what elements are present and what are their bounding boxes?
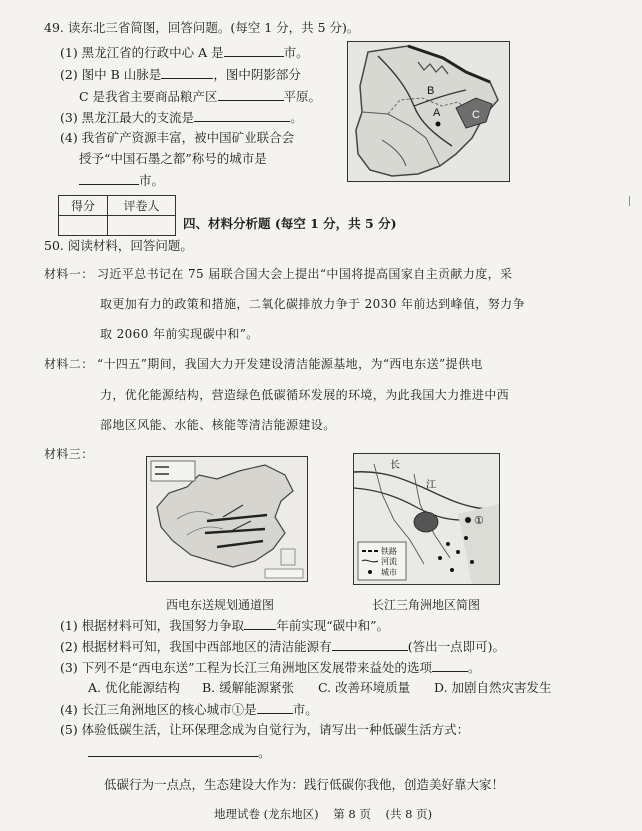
q49-item1: (1) 黑龙江省的行政中心 A 是 市。 — [60, 45, 309, 60]
q50-sub2-blank[interactable] — [332, 638, 408, 651]
q50-sub3-option-d: D. 加剧自然灾害发生 — [434, 680, 552, 695]
page-edge-mark — [629, 196, 636, 206]
page-footer: 地理试卷 (龙东地区) 第 8 页 (共 8 页) — [214, 807, 433, 821]
q50-sub4-blank[interactable] — [257, 701, 293, 714]
q49-item3-blank[interactable] — [194, 109, 290, 122]
q50-sub3: (3) 下列不是“西电东送”工程为长江三角洲地区发展带来益处的选项 。 — [60, 660, 481, 675]
q49-item2-blank-mountain[interactable] — [161, 66, 213, 79]
northeast-china-map — [347, 41, 510, 182]
q49-item4-blank[interactable] — [79, 172, 139, 185]
material2-line1: “十四五”期间，我国大力开发建设清洁能源基地，为“西电东送”提供电 — [97, 357, 483, 371]
material2-line2: 力，优化能源结构，营造绿色低碳循环发展的环境，为此我国大力推进中西 — [100, 388, 510, 402]
map-label-b: B — [427, 85, 435, 97]
material1-line1: 习近平总书记在 75 届联合国大会上提出“中国将提高国家自主贡献力度，采 — [97, 267, 513, 281]
map1-caption: 西电东送规划通道图 — [166, 598, 275, 612]
material1-label: 材料一： — [44, 267, 94, 281]
material2-label: 材料二： — [44, 357, 94, 371]
west-east-power-map — [146, 456, 308, 582]
china-map-drawing — [147, 457, 307, 581]
q49-item2-blank-plain[interactable] — [218, 88, 284, 101]
score-cell[interactable] — [59, 216, 108, 236]
q49-item3: (3) 黑龙江最大的支流是 。 — [60, 110, 303, 125]
legend-rail: 铁路 — [381, 547, 397, 556]
material1-line2: 取更加有力的政策和措施，二氧化碳排放力争于 2030 年前达到峰值，努力争 — [100, 297, 525, 311]
q50-sub2: (2) 根据材料可知，我国中西部地区的清洁能源有 (答出一点即可)。 — [60, 639, 505, 654]
yangtze-delta-map — [353, 453, 500, 585]
northeast-map-drawing — [348, 42, 509, 181]
map2-caption: 长江三角洲地区简图 — [372, 598, 481, 612]
grader-cell[interactable] — [108, 216, 176, 236]
q50-sub5: (5) 体验低碳生活，让环保理念成为自觉行为，请写出一种低碳生活方式： — [60, 722, 470, 737]
material1-line3: 取 2060 年前实现碳中和”。 — [100, 327, 259, 341]
q49-item4-line3: 市。 — [79, 172, 164, 189]
q50-sub5-answer-line: 。 — [88, 744, 271, 761]
q50-sub5-blank[interactable] — [88, 744, 258, 757]
legend-river: 河流 — [381, 557, 397, 566]
section4-title: 四、材料分析题 (每空 1 分，共 5 分) — [183, 216, 397, 231]
q50-sub3-option-a: A. 优化能源结构 — [88, 680, 180, 695]
q50-sub3-option-c: C. 改善环境质量 — [318, 680, 411, 695]
core-city-marker: ① — [474, 515, 484, 527]
river-label-2: 江 — [426, 480, 436, 491]
q49-item1-blank[interactable] — [224, 44, 284, 57]
q49-item2: (2) 图中 B 山脉是 ，图中阴影部分 — [60, 67, 301, 82]
grader-header: 评卷人 — [108, 196, 176, 216]
legend-city: 城市 — [381, 568, 397, 577]
material2-line3: 部地区风能、水能、核能等清洁能源建设。 — [100, 418, 336, 432]
q50-sub3-option-b: B. 缓解能源紧张 — [202, 680, 295, 695]
q50-sub1-blank[interactable] — [244, 617, 276, 630]
yangtze-map-drawing — [354, 454, 499, 584]
q50-stem: 50. 阅读材料，回答问题。 — [44, 238, 193, 253]
low-carbon-slogan: 低碳行为一点点，生态建设大作为：践行低碳你我他，创造美好靠大家！ — [104, 777, 505, 792]
score-header: 得分 — [59, 196, 108, 216]
q49-item2-line2: C 是我省主要商品粮产区 平原。 — [79, 89, 322, 104]
q49-item4-line2: 授予“中国石墨之都”称号的城市是 — [79, 151, 267, 166]
material3-label: 材料三： — [44, 447, 94, 461]
map-label-a: A — [433, 107, 441, 119]
q50-sub3-blank[interactable] — [432, 659, 468, 672]
score-table — [58, 195, 176, 236]
q50-sub4: (4) 长江三角洲地区的核心城市①是 市。 — [60, 702, 318, 717]
map-label-c: C — [472, 109, 480, 121]
q49-item4-line1: (4) 我省矿产资源丰富，被中国矿业联合会 — [60, 130, 295, 145]
river-label-1: 长 — [390, 460, 400, 471]
q49-stem: 49. 读东北三省简图，回答问题。(每空 1 分，共 5 分)。 — [44, 20, 360, 35]
q50-sub1: (1) 根据材料可知，我国努力争取 年前实现“碳中和”。 — [60, 618, 389, 633]
